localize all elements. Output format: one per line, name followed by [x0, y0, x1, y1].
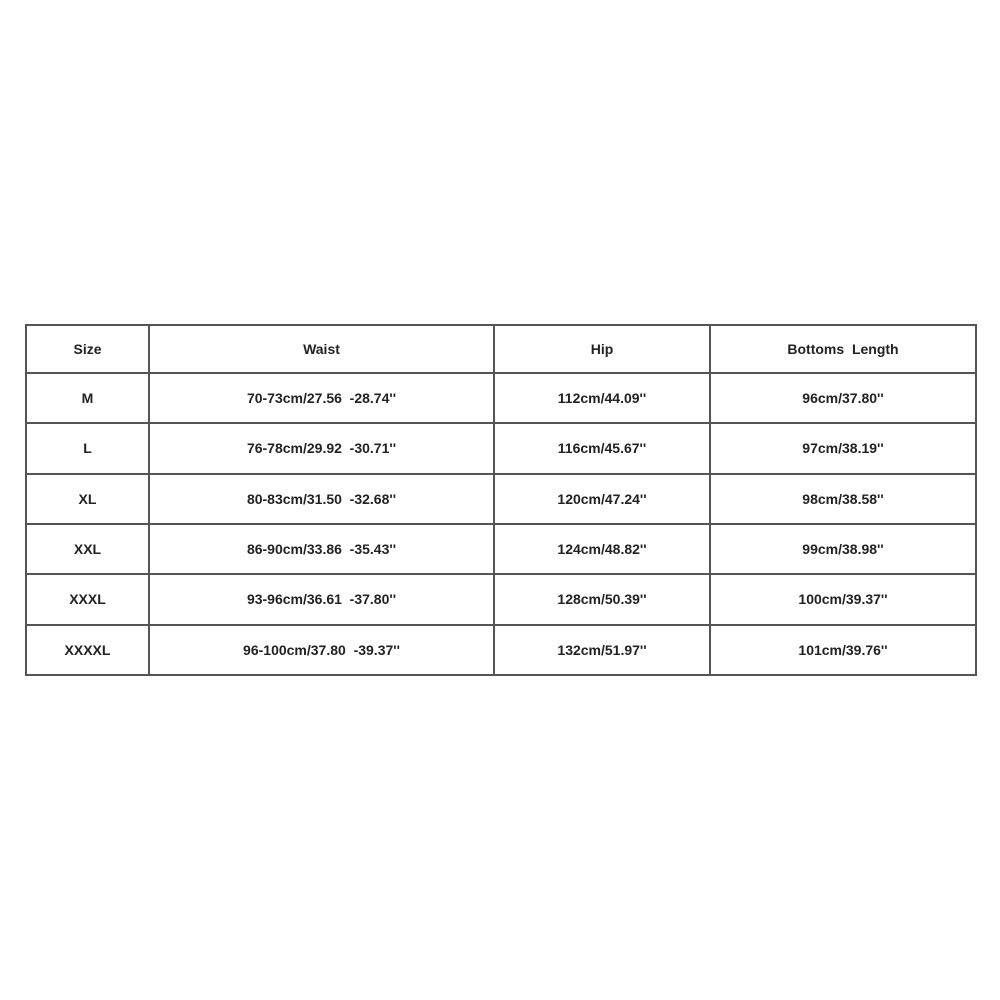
header-hip: Hip	[494, 325, 710, 373]
hip-cell: 116cm/45.67''	[494, 423, 710, 473]
size-cell: XXXL	[26, 574, 149, 624]
size-cell: M	[26, 373, 149, 423]
hip-cell: 112cm/44.09''	[494, 373, 710, 423]
header-bottoms-length: Bottoms Length	[710, 325, 976, 373]
table-row	[26, 625, 976, 675]
waist-cell: 70-73cm/27.56 -28.74''	[149, 373, 494, 423]
size-cell: XL	[26, 474, 149, 524]
header-waist: Waist	[149, 325, 494, 373]
size-cell: XXL	[26, 524, 149, 574]
bottoms-length-cell: 96cm/37.80''	[710, 373, 976, 423]
bottoms-length-cell: 100cm/39.37''	[710, 574, 976, 624]
header-size: Size	[26, 325, 149, 373]
hip-cell: 124cm/48.82''	[494, 524, 710, 574]
size-chart-table	[25, 324, 977, 676]
header-row	[26, 325, 976, 373]
bottoms-length-cell: 101cm/39.76''	[710, 625, 976, 675]
size-cell: L	[26, 423, 149, 473]
hip-cell: 120cm/47.24''	[494, 474, 710, 524]
hip-cell: 132cm/51.97''	[494, 625, 710, 675]
bottoms-length-cell: 99cm/38.98''	[710, 524, 976, 574]
waist-cell: 96-100cm/37.80 -39.37''	[149, 625, 494, 675]
table-row	[26, 423, 976, 473]
waist-cell: 86-90cm/33.86 -35.43''	[149, 524, 494, 574]
table-row	[26, 574, 976, 624]
table-row	[26, 474, 976, 524]
hip-cell: 128cm/50.39''	[494, 574, 710, 624]
table-row	[26, 524, 976, 574]
bottoms-length-cell: 97cm/38.19''	[710, 423, 976, 473]
size-cell: XXXXL	[26, 625, 149, 675]
waist-cell: 93-96cm/36.61 -37.80''	[149, 574, 494, 624]
bottoms-length-cell: 98cm/38.58''	[710, 474, 976, 524]
table-row	[26, 373, 976, 423]
waist-cell: 76-78cm/29.92 -30.71''	[149, 423, 494, 473]
waist-cell: 80-83cm/31.50 -32.68''	[149, 474, 494, 524]
